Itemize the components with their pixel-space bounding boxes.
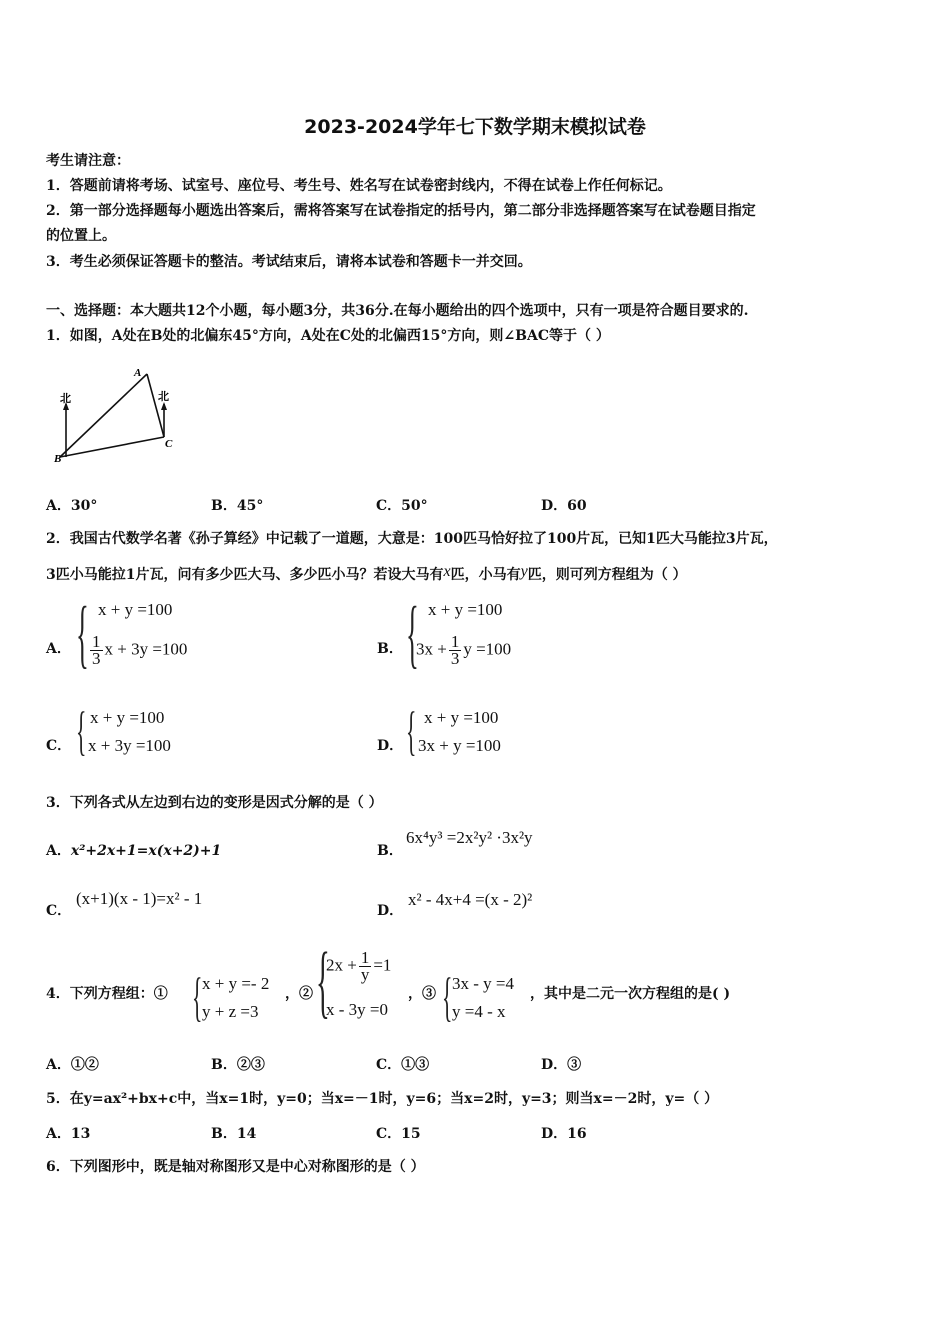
q2-b-eq2-rest: y =100 xyxy=(463,639,512,659)
q4-option-b[interactable]: B．②③ xyxy=(211,1057,265,1073)
q2-a-eq1: x + y =100 xyxy=(98,600,173,619)
q2-var-x: x xyxy=(443,563,451,580)
q4-system-3 xyxy=(442,967,542,1028)
brace-icon: { xyxy=(406,701,417,761)
q4-system-2 xyxy=(316,935,416,1026)
q1-option-c[interactable]: C．50° xyxy=(376,498,428,514)
q4-option-a[interactable]: A．①② xyxy=(46,1057,99,1073)
q5-stem: 5．在y=ax²+bx+c中，当x=1时，y=0；当x=－1时，y=6；当x=2时，y=3；则当x=－2时，y=（ ） xyxy=(46,1091,719,1107)
q2-b-frac-den: 3 xyxy=(450,649,460,668)
q3-stem: 3．下列各式从左边到右边的变形是因式分解的是（ ） xyxy=(46,795,383,811)
q1-stem: 1．如图，A处在B处的北偏东45°方向，A处在C处的北偏西15°方向，则∠BAC等于（ ） xyxy=(46,328,610,344)
q4-option-c[interactable]: C．①③ xyxy=(376,1057,430,1073)
q2-var-y: y xyxy=(520,563,528,580)
q4-s2-frac xyxy=(359,950,372,983)
q3-option-a[interactable] xyxy=(46,840,221,860)
q4-s2-eq2: x - 3y =0 xyxy=(326,1000,388,1019)
q3-b-expr: 6x⁴y³ =2x²y² ·3x²y xyxy=(406,828,533,847)
q4-sep-3: ，③ xyxy=(408,986,436,1002)
q2-b-eq2 xyxy=(416,634,511,667)
q4-system-1 xyxy=(192,967,292,1028)
page-title: 2023-2024学年七下数学期末模拟试卷 xyxy=(304,116,646,138)
brace-icon: { xyxy=(442,967,453,1027)
point-label-a: A xyxy=(134,367,142,379)
q2-d-eq2: 3x + y =100 xyxy=(418,736,501,755)
q4-sep-2: ，② xyxy=(285,986,313,1002)
q2-option-d-label[interactable]: D． xyxy=(377,738,404,754)
q1-option-d[interactable]: D．60 xyxy=(541,498,587,514)
q2-stem-line1: 2．我国古代数学名著《孙子算经》中记载了一道题，大意是：100匹马恰好拉了100片瓦，已知1匹大马能拉3片瓦， xyxy=(46,531,778,547)
north-label-c: 北 xyxy=(158,390,169,403)
q2-a-eq2 xyxy=(88,634,187,667)
q3-option-c-label[interactable]: C． xyxy=(46,903,72,919)
q2-option-b-label[interactable]: B． xyxy=(377,641,403,657)
q2-b-eq2-pre: 3x + xyxy=(416,639,447,659)
q1-option-a[interactable]: A．30° xyxy=(46,498,98,514)
q4-s3-eq2: y =4 - x xyxy=(452,1002,506,1021)
q4-s2-eq1-post: =1 xyxy=(373,955,392,975)
brace-icon: { xyxy=(406,592,419,676)
q2-b-frac-num: 1 xyxy=(450,632,460,651)
point-label-b: B xyxy=(54,453,62,465)
notice-item-3: 3．考生必须保证答题卡的整洁。考试结束后，请将本试卷和答题卡一并交回。 xyxy=(46,254,532,270)
q3-a-expr: x²+2x+1=x(x+2)+1 xyxy=(70,843,222,859)
north-label-b: 北 xyxy=(60,392,71,405)
segment-bc xyxy=(60,437,164,457)
brace-icon: { xyxy=(76,701,87,761)
notice-header: 考生请注意： xyxy=(46,153,130,169)
q2-stem-part-b: 匹，小马有 xyxy=(450,567,521,583)
q2-a-frac-num: 1 xyxy=(92,632,101,651)
q2-d-eq1: x + y =100 xyxy=(424,708,499,727)
q4-stem-pre: 4．下列方程组：① xyxy=(46,986,168,1002)
q3-c-expr: (x+1)(x - 1)=x² - 1 xyxy=(76,889,203,908)
q2-b-eq1: x + y =100 xyxy=(428,600,503,619)
q4-s2-frac-num: 1 xyxy=(360,948,370,967)
q5-option-b[interactable]: B．14 xyxy=(211,1126,257,1142)
q3-option-d-label[interactable]: D． xyxy=(377,903,404,919)
notice-item-2-cont: 的位置上。 xyxy=(46,228,116,244)
q1-option-b[interactable]: B．45° xyxy=(211,498,264,514)
q4-s1-eq2: y + z =3 xyxy=(202,1002,259,1021)
section-heading: 一、选择题：本大题共12个小题，每小题3分，共36分.在每小题给出的四个选项中，只有一项是符合题目要求的. xyxy=(46,303,749,319)
q2-option-a-label[interactable]: A． xyxy=(46,641,71,657)
q3-option-b-label[interactable]: B． xyxy=(377,843,403,859)
q2-a-frac-den: 3 xyxy=(92,649,101,668)
q2-b-frac xyxy=(449,634,462,667)
q4-s2-eq1-pre: 2x + xyxy=(326,955,357,975)
q3-a-label: A． xyxy=(46,843,71,859)
q2-option-c-system xyxy=(76,701,226,762)
q5-option-d[interactable]: D．16 xyxy=(541,1126,587,1142)
point-label-c: C xyxy=(165,438,173,450)
q4-s3-eq1: 3x - y =4 xyxy=(452,974,514,993)
q2-stem-part-c: 匹，则可列方程组为（ ） xyxy=(527,567,687,583)
brace-icon: { xyxy=(76,592,89,676)
q2-a-frac xyxy=(90,634,103,667)
q2-option-a-system xyxy=(76,592,226,680)
q2-option-d-system xyxy=(406,701,556,762)
q2-a-eq2-rest: x + 3y =100 xyxy=(104,639,188,659)
q4-option-d[interactable]: D．③ xyxy=(541,1057,582,1073)
brace-icon: { xyxy=(316,935,330,1026)
q5-option-c[interactable]: C．15 xyxy=(376,1126,421,1142)
brace-icon: { xyxy=(192,967,203,1027)
q2-c-eq1: x + y =100 xyxy=(90,708,165,727)
q2-stem-line2 xyxy=(46,564,687,586)
q3-d-expr: x² - 4x+4 =(x - 2)² xyxy=(408,890,533,909)
q4-stem-post: ，其中是二元一次方程组的是( ) xyxy=(530,986,731,1002)
segment-ac xyxy=(147,374,164,437)
q2-option-c-label[interactable]: C． xyxy=(46,738,72,754)
q4-s2-eq1 xyxy=(326,950,391,983)
notice-item-1: 1．答题前请将考场、试室号、座位号、考生号、姓名写在试卷密封线内，不得在试卷上作任何标记。 xyxy=(46,178,672,194)
q4-s1-eq1: x + y =- 2 xyxy=(202,974,270,993)
q4-s2-frac-den: y xyxy=(360,965,370,984)
q5-option-a[interactable]: A．13 xyxy=(46,1126,91,1142)
north-arrow-c xyxy=(161,402,167,410)
segment-ba xyxy=(60,374,147,457)
q6-stem: 6．下列图形中，既是轴对称图形又是中心对称图形的是（ ） xyxy=(46,1159,425,1175)
q2-option-b-system xyxy=(406,592,566,680)
notice-item-2: 2．第一部分选择题每小题选出答案后，需将答案写在试卷指定的括号内，第二部分非选择题答案写在试卷题目指定 xyxy=(46,203,756,219)
q2-stem-part-a: 3匹小马能拉1片瓦，问有多少匹大马、多少匹小马？若设大马有 xyxy=(46,567,444,583)
q1-figure xyxy=(50,362,190,467)
q2-c-eq2: x + 3y =100 xyxy=(88,736,171,755)
